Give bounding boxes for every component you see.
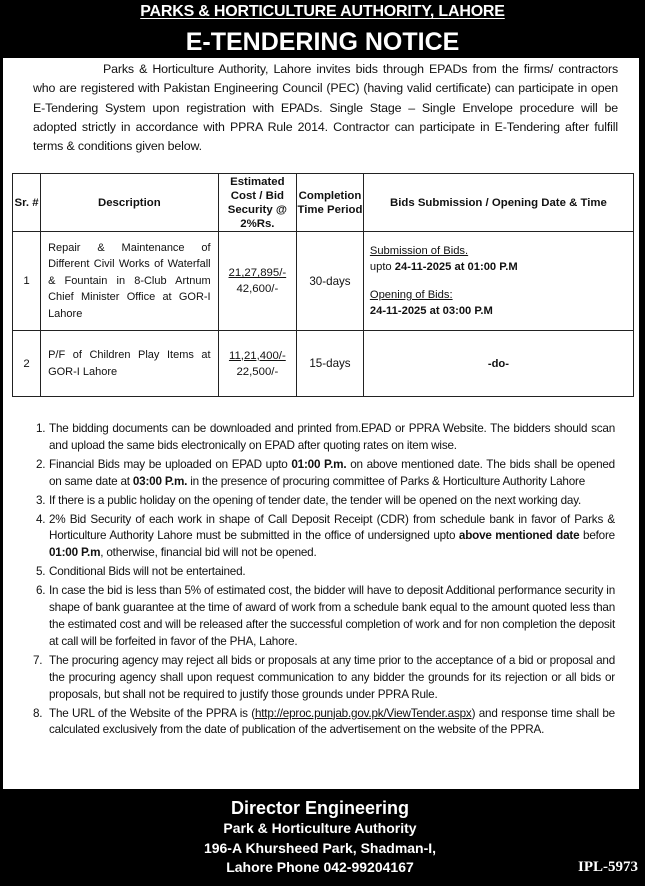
table-row [13,331,634,397]
notice-body [3,58,639,789]
term-item: 8. The URL of the Website of the PPRA is (http://eproc.punjab.gov.pk/ViewTender.aspx) and response time shall be calculated exclusively from the date of publication of the advertisement on the website of the PPRA. [33,706,615,737]
term-item: 2. Financial Bids may be uploaded on EPAD upto 01:00 P.m. on above mentioned date. The bids shall be opened on same date at 03:00 P.m. in the presence of procuring committee of Parks & Horticulture Authority Lahore [36,457,615,488]
table-header-row [13,174,634,232]
signatory-designation: Director Engineering [230,798,410,818]
header-time: Completion Time Period [297,174,364,232]
organization-title: PARKS & HORTICULTURE AUTHORITY, LAHORE [140,3,505,20]
term-item: 4. 2% Bid Security of each work in shape of Call Deposit Receipt (CDR) from schedule bank in favor of Parks & Horticulture Authority Lahore must be submitted in the office of undersigned upto above mentioned date before 01:00 P.m, otherwise, financial bid will not be opened. [36,512,615,560]
row-cost [218,331,297,397]
header-bids: Bids Submission / Opening Date & Time [363,174,633,232]
term-item: 6. In case the bid is less than 5% of estimated cost, the bidder will have to deposit Additional performance security in shape of bank guarantee at the time of award of work from a schedule bank equal to the amount quoted less than the estimated cost and will be released after the successful completion of work and for non completion the deposit at call will be forfeited in favor of the PHA, Lahore. [36,584,615,648]
bid-security: 42,600/- [236,283,279,295]
row-bid-dates [363,232,633,331]
estimated-cost: 21,27,895/- [228,267,287,279]
signatory-office: Park & Horticulture Authority [223,820,417,836]
header-description: Description [41,174,219,232]
row-description: P/F of Children Play Items at GOR-I Lahore [41,331,219,397]
signatory-address: 196-A Khursheed Park, Shadman-I, [203,839,437,856]
opening-value: 24-11-2025 at 03:00 P.M [369,305,493,317]
row-cost [218,232,297,331]
opening-label: Opening of Bids: [369,289,453,301]
term-item: 7. The procuring agency may reject all bids or proposals at any time prior to the acceptance of a bid or proposal and the procuring agency shall upon request communication to any bidder the grounds for its rejection or all bids or proposals, but shall not be required to justify those grounds under PPRA Rule. [33,653,615,701]
term-item: 5. Conditional Bids will not be entertained. [36,565,246,579]
signature-block [130,797,510,878]
row-sr: 1 [13,232,41,331]
row-completion-time: 15-days [297,331,364,397]
row-description: Repair & Maintenance of Different Civil Works of Waterfall & Fountain in 8-Club Artnum Chief Minister Office at GOR-I Lahore [41,232,219,331]
header-sr: Sr. # [13,174,41,232]
submission-value: upto 24-11-2025 at 01:00 P.M [369,261,518,273]
terms-list [15,421,615,741]
reference-number: IPL-5973 [578,859,638,875]
notice-footer [0,789,645,886]
row-bid-dates: -do- [363,331,633,397]
intro-paragraph: Parks & Horticulture Authority, Lahore invites bids through EPADs from the firms/ contractors who are registered with Pakistan Engineering Council (PEC) (having valid certificate) can participate in open E-Tendering System upon registration with EPADs. Single Stage – Single Envelope procedure will be adopted strictly in accordance with PPRA Rule 2014. Contractor can participate in E-Tendering after fulfill terms & conditions given below. [33,62,618,154]
notice-header [0,0,645,58]
submission-label: Submission of Bids. [369,245,469,257]
estimated-cost: 11,21,400/- [228,349,286,362]
term-item: 1. The bidding documents can be downloaded and printed from.EPAD or PPRA Website. The bidders should scan and upload the same bids electronically on EPAD after quoting rates on item wise. [36,422,615,452]
notice-title: E-TENDERING NOTICE [185,28,460,56]
header-cost: Estimated Cost / Bid Security @ 2%Rs. [218,174,297,232]
signatory-phone: Lahore Phone 042-99204167 [226,859,414,875]
table-row [13,232,634,331]
row-completion-time: 30-days [297,232,364,331]
row-sr: 2 [13,331,41,397]
bid-security: 22,500/- [236,365,279,378]
ppra-url-link[interactable]: http://eproc.punjab.gov.pk/ViewTender.aspx [254,706,472,720]
tender-table [12,173,634,397]
term-item: 3. If there is a public holiday on the opening of tender date, the tender will be opened on the next working day. [36,493,582,507]
